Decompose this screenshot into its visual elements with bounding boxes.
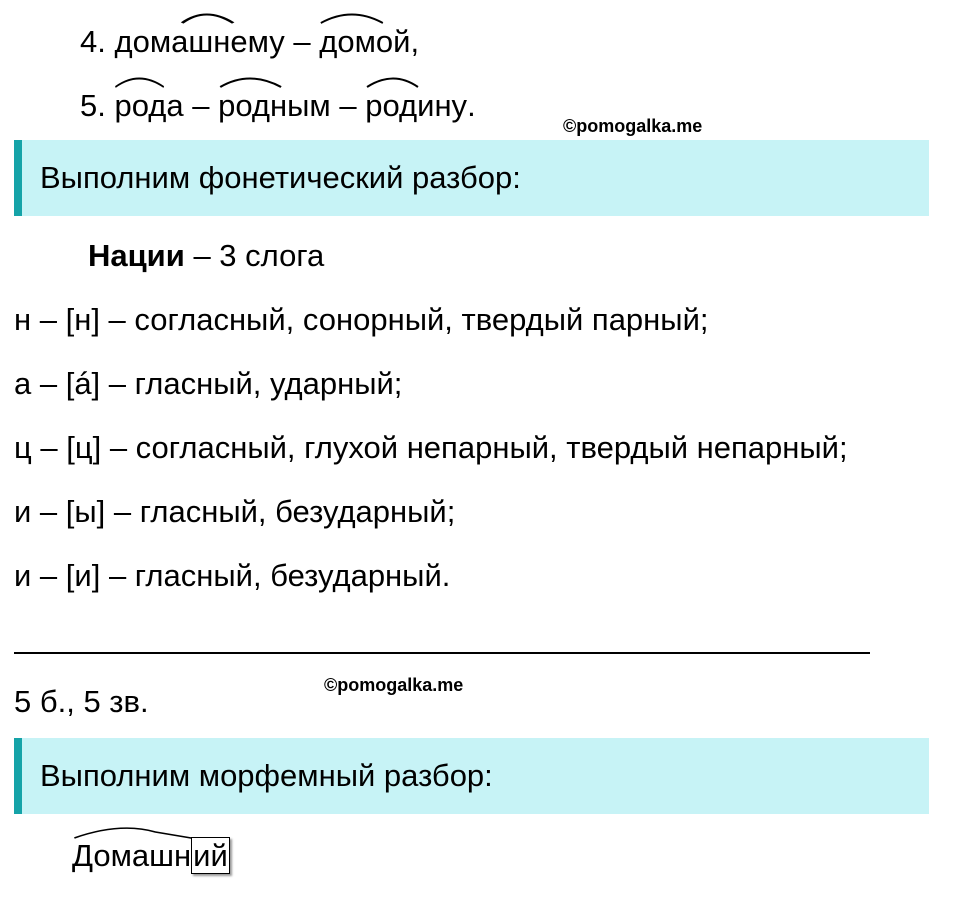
phonetic-word-heading [88, 236, 324, 276]
divider-line [14, 652, 870, 654]
root-marked-word: домой [319, 22, 410, 62]
phonetic-line: ц – [ц] – согласный, глухой непарный, твердый непарный; [14, 430, 848, 465]
phonetic-line: и – [и] – гласный, безударный. [14, 558, 451, 593]
item-number: 4. [80, 24, 106, 59]
dash: – [339, 88, 357, 123]
root-item-5: 5. рода – родным – родину. [80, 86, 476, 126]
root-arc-icon [72, 824, 191, 840]
word-root: Домашн [72, 836, 191, 876]
phonetic-line: н – [н] – согласный, сонорный, твердый парный; [14, 302, 709, 337]
syllable-count: – 3 слога [193, 238, 325, 273]
banner-title: Выполним фонетический разбор: [40, 160, 521, 195]
section-banner-phonetic [14, 140, 929, 216]
analyzed-word: Нации [88, 238, 185, 273]
morpheme-word [72, 836, 230, 876]
phonetic-line: а – [á] – гласный, ударный; [14, 366, 403, 401]
root-arc-icon [114, 72, 183, 88]
root-marked-word: рода [114, 86, 183, 126]
root-item-4: 4. домашнему – домой, [80, 22, 419, 62]
watermark: ©pomogalka.me [563, 116, 703, 136]
letters-sounds-summary: 5 б., 5 зв. [14, 684, 149, 719]
item-number: 5. [80, 88, 106, 123]
dash: – [192, 88, 210, 123]
word-ending: ий [193, 838, 228, 873]
root-marked-word: родным [218, 86, 331, 126]
watermark: ©pomogalka.me [324, 675, 464, 695]
root-marked-word: родину [365, 86, 467, 126]
root-arc-icon [365, 72, 467, 88]
root-marked-word: домашнему [114, 22, 284, 62]
root-arc-icon [114, 8, 284, 24]
banner-title: Выполним морфемный разбор: [40, 758, 493, 793]
dash: – [293, 24, 311, 59]
section-banner-morphemic [14, 738, 929, 814]
root-arc-icon [319, 8, 410, 24]
phonetic-line: и – [ы] – гласный, безударный; [14, 494, 456, 529]
root-arc-icon [218, 72, 331, 88]
